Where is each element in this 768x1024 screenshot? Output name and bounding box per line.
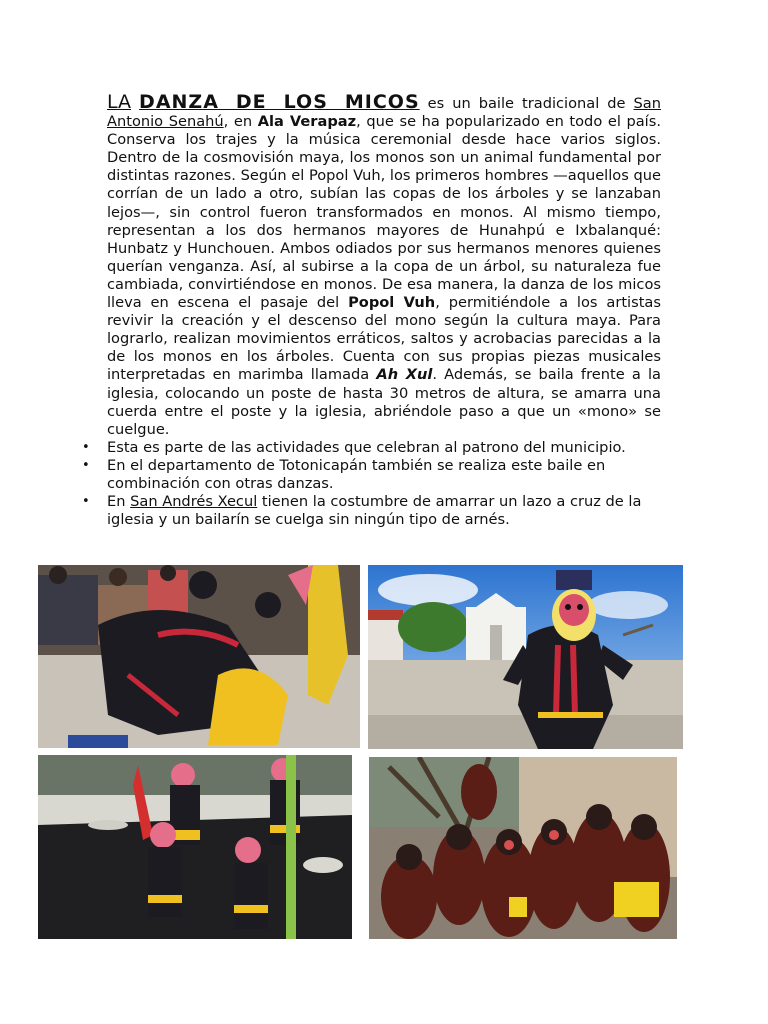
music-name: Ah Xul [376,366,433,384]
bullet-icon: • [82,494,90,510]
article-body [82,91,661,529]
bullet-list [82,438,661,529]
text-run: , en [223,113,258,131]
text-run: . Además, se baila frente a la iglesia, colocando un poste de hasta 30 metros de altura, se amarra una cuerda entre el poste y la iglesia, abriéndole paso a que un «mono» se cuelgue. [107,366,661,438]
title-prefix: LA [107,91,132,113]
place-link[interactable]: San Antonio Senahú [107,95,661,131]
text-run: , permitiéndole a los artistas revivir la creación y el descenso del mono según la cultura maya. Para lograrlo, realizan movimientos erráticos, saltos y acrobacias parecidas a la de los monos en los árboles. Cuenta con sus propias piezas musicales interpretadas en marimba llamada [107,294,661,384]
article-title: DANZA DE LOS MICOS [139,91,420,113]
bullet-icon: • [82,457,90,473]
dancers-crowd-photo [38,565,360,748]
list-item [82,438,661,457]
list-item-text: En [107,493,131,511]
bullet-icon: • [82,439,90,455]
list-item-text: En el departamento de Totonicapán también se realiza este baile en combinación con otras danzas. [107,456,606,492]
list-item-text: tienen la costumbre de amarrar un lazo a cruz de la iglesia y un bailarín se cuelga sin ningún tipo de arnés. [107,493,642,529]
stage-dancers-photo [38,755,352,939]
masked-dancer-church-photo [368,565,683,749]
list-item [82,456,661,493]
text-run: es un baile tradicional de [419,95,634,112]
text-run: , que se ha popularizado en todo el país. Conserva los trajes y la música ceremonial desde hace varios siglos. Dentro de la cosmovisión maya, los monos son un animal fundamental por distintas razones. Según el Popol Vuh, los primeros hombres —aquellos que corrían de un lado a otro, subían las copas de los árboles y se lanzaban lejos—, sin control fueron transformados en monos. Al mismo tiempo, representan a los dos hermanos mayores de Hunahpú e Ixbalanqué: Hunbatz y Hunchouen. Ambos odiados por sus hermanos menores quienes querían venganza. Así, al subirse a la copa de un árbol, su naturaleza fue cambiada, convirtiéndose en monos. De esa manera, la danza de los micos lleva en escena el pasaje del [107,113,661,312]
place-link[interactable]: San Andrés Xecul [130,493,258,511]
region-name: Ala Verapaz [257,113,357,131]
book-name: Popol Vuh [348,294,436,312]
monkey-costumes-photo [369,757,677,939]
main-paragraph [107,93,661,439]
list-item-text: Esta es parte de las actividades que celebran al patrono del municipio. [107,438,626,456]
list-item [82,493,661,529]
